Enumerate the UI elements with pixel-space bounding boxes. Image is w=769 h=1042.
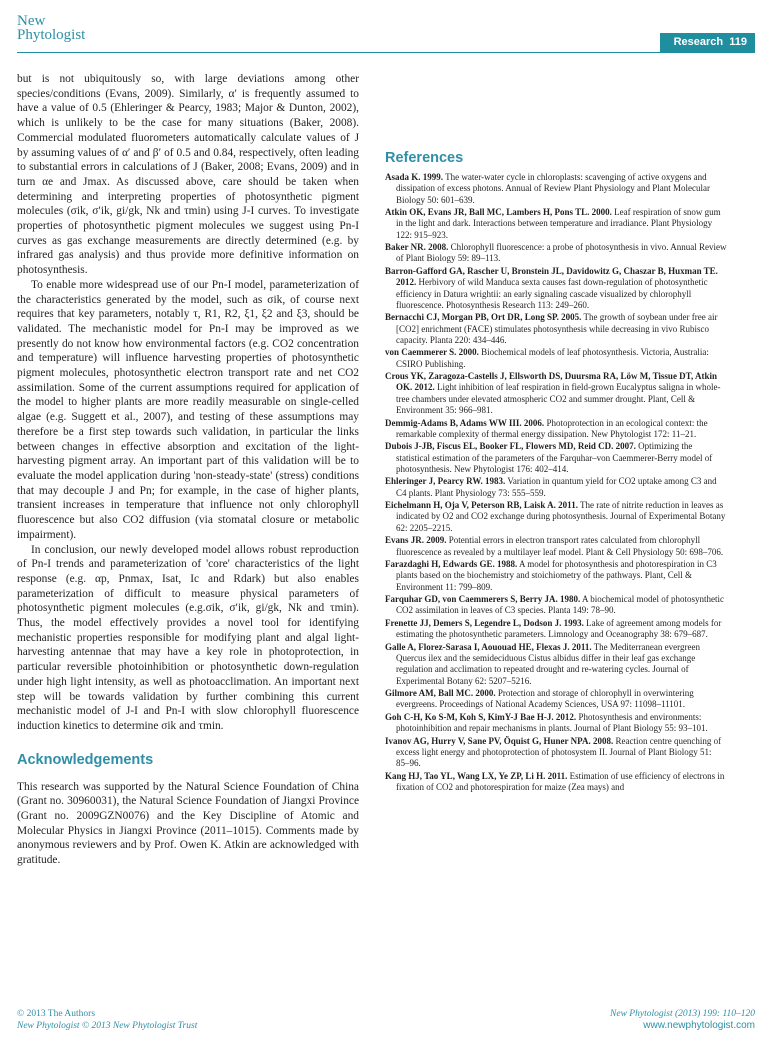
reference-authors: Eichelmann H, Oja V, Peterson RB, Laisk A. 2011.	[385, 500, 578, 511]
section-name: Research	[673, 36, 724, 48]
reference-item	[385, 618, 727, 641]
citation-text: New Phytologist (2013) 199: 110–120	[610, 1009, 755, 1019]
section-label-bar	[660, 33, 755, 52]
right-column	[385, 72, 727, 794]
reference-authors: Galle A, Florez-Sarasa I, Aououad HE, Flexas J. 2011.	[385, 641, 592, 652]
reference-item	[385, 642, 727, 687]
reference-item	[385, 312, 727, 346]
reference-authors: Baker NR. 2008.	[385, 242, 449, 253]
reference-item	[385, 347, 727, 370]
reference-text: The growth of soybean under free air [CO2] enrichment (FACE) stimulates photosynthesis while decreasing in vivo Rubisco capacity. Planta 220: 434–446.	[396, 312, 718, 345]
reference-authors: Barron-Gafford GA, Rascher U, Bronstein JL, Davidowitz G, Chaszar B, Huxman TE. 2012.	[385, 265, 718, 288]
reference-item	[385, 559, 727, 593]
reference-text: Photosynthesis and environments: photoinhibition and repair mechanisms in plants. Journal of Plant Biology 55: 93–101.	[396, 711, 708, 734]
reference-text: The water-water cycle in chloroplasts: scavenging of active oxygens and dissipation of excess photons. Annual of Review Plant Physiology and Plant Molecular Biology 50: 601–639.	[396, 172, 710, 205]
reference-text: The rate of nitrite reduction in leaves as indicated by O2 and CO2 exchange during photosynthesis. Journal of Experimental Botany 62: 2205–2215.	[396, 500, 726, 533]
reference-text: Variation in quantum yield for CO2 uptake among C3 and C4 plants. Plant Physiology 73: 555–559.	[396, 476, 717, 498]
reference-item	[385, 207, 727, 241]
reference-authors: Demmig-Adams B, Adams WW III. 2006.	[385, 417, 545, 428]
left-column	[17, 72, 359, 868]
reference-authors: Crous YK, Zaragoza-Castells J, Ellsworth DS, Duursma RA, Löw M, Tissue DT, Atkin OK. 2012.	[385, 371, 718, 393]
acknowledgements-text: This research was supported by the Natural Science Foundation of China (Grant no. 30960031), the Natural Science Foundation of Jiangxi Province (Grant no. 2009GZN0076) and the Key Discipline of Atomic and Molecular Physics in Jiangxi Province (2011–1015). Comments made by anonymous reviewers and by Prof. Owen K. Atkin are acknowledged with gratitude.	[17, 780, 359, 867]
reference-authors: Dubois J-JB, Fiscus EL, Booker FL, Flowers MD, Reid CD. 2007.	[385, 441, 636, 452]
reference-text: Photoprotection in an ecological context: the remarkable complexity of thermal energy dissipation. New Phytologist 172: 11–21.	[396, 417, 708, 439]
reference-item	[385, 441, 727, 475]
reference-item	[385, 500, 727, 534]
reference-item	[385, 242, 727, 265]
copyright-trust: New Phytologist © 2013 New Phytologist Trust	[17, 1021, 198, 1031]
reference-text: Chlorophyll fluorescence: a probe of photosynthesis in vivo. Annual Review of Plant Biology 59: 89–113.	[396, 242, 727, 264]
references-heading: References	[385, 150, 464, 166]
copyright-authors: © 2013 The Authors	[17, 1009, 96, 1019]
reference-item	[385, 371, 727, 416]
reference-text: Potential errors in electron transport rates calculated from chlorophyll fluorescence as revealed by a multilayer leaf model. Plant & Cell Physiology 50: 698–706.	[396, 535, 724, 557]
footer-copyright	[17, 1008, 197, 1032]
journal-logo	[17, 14, 85, 42]
header-divider	[17, 52, 755, 53]
reference-item	[385, 418, 727, 441]
reference-authors: Ehleringer J, Pearcy RW. 1983.	[385, 476, 506, 487]
reference-item	[385, 266, 727, 311]
reference-authors: Kang HJ, Tao YL, Wang LX, Ye ZP, Li H. 2011.	[385, 770, 568, 781]
reference-text: Herbivory of wild Manduca sexta causes fast down-regulation of photosynthetic efficiency in Datura wrightii: an early signaling cascade visualized by chlorophyll fluorescence. Photosynthesis Research 113: 249–260.	[396, 277, 708, 310]
reference-item	[385, 712, 727, 735]
body-paragraph-2: To enable more widespread use of our Pn-I model, parameterization of the characteristics generated by the model, such as σik, of course next requires that key parameters, notably τ, R1, R2, ξ1, ξ2 and ξ3, should be validated. The mechanistic model for Pn-I may be improved as we presently do not know how environmental factors (e.g. CO2 concentration and temperature) will influence harvesting properties of photosynthetic pigment molecules, photosynthetic electron transport rate and net CO2 assimilation. Some of the current assumptions required for application of the model to higher plants are more readily measurable on single-celled algae (e.g. Suggett et al., 2007), and testing of these assumptions may therefore be a first step towards such validation, in particular the links between changes in effective absorption and excitation of the light-harvesting pigment array. An important part of this validation will be to evaluate the model application during 'non-steady-state' (stress) conditions that may decouple J and Pn; for example, in the case of higher plants, transient increases in temperature that influence not only chlorophyll fluorescence but also CO2 diffusion (via stomatal closure or metabolic impairment).	[17, 278, 359, 541]
reference-authors: Farquhar GD, von Caemmerers S, Berry JA. 1980.	[385, 594, 581, 605]
reference-authors: Evans JR. 2009.	[385, 535, 447, 546]
reference-authors: Gilmore AM, Ball MC. 2000.	[385, 688, 496, 699]
reference-list	[385, 172, 727, 793]
reference-text: Light inhibition of leaf respiration in field-grown Eucalyptus saligna in whole-tree chambers under elevated atmospheric CO2 and summer drought. Plant, Cell & Environment 35: 966–981.	[396, 382, 721, 416]
reference-authors: Bernacchi CJ, Morgan PB, Ort DR, Long SP. 2005.	[385, 312, 582, 323]
reference-authors: von Caemmerer S. 2000.	[385, 347, 479, 358]
reference-authors: Farazdaghi H, Edwards GE. 1988.	[385, 559, 518, 570]
journal-name-line1: New	[17, 13, 46, 29]
journal-name-line2: Phytologist	[17, 27, 86, 43]
body-paragraph-1: but is not ubiquitously so, with large deviations among other species/conditions (Evans, 2009). Similarly, α′ is frequently assumed to have a value of 0.5 (Ehleringer & Pearcy, 1983; Major & Dunton, 2002), which is unlikely to be the case for many situations (Baker, 2008). Commercial modulated fluorometers automatically calculate values of J by assuming values of α′ and β′ of 0.5 and 0.84, respectively, often leading to substantial errors in calculations of J (Baker, 2008; Evans, 2009) and in turn αe and Jmax. As discussed above, care should be taken when determining and interpreting properties of photosynthetic pigment molecules (σik, σ′ik, gi/gk, Nk and τmin) using J-I curves. To investigate properties of photosynthetic pigment molecules we suggest using Pn-I curves as gas exchange measurements are directly determined (e.g. by infrared gas analysis) and thus provide more definitive information on photosynthesis.	[17, 73, 359, 277]
journal-url-link[interactable]: www.newphytologist.com	[643, 1020, 755, 1031]
reference-text: A biochemical model of photosynthetic CO2 assimilation in leaves of C3 species. Planta 149: 78–90.	[396, 594, 724, 616]
reference-item	[385, 771, 727, 794]
reference-item	[385, 688, 727, 711]
reference-text: Biochemical models of leaf photosynthesis. Victoria, Australia: CSIRO Publishing.	[396, 347, 709, 369]
reference-item	[385, 172, 727, 206]
reference-text: A model for photosynthesis and photorespiration in C3 plants based on the biochemistry and stoichiometry of the pathways. Plant, Cell & Environment 11: 799–809.	[396, 559, 717, 592]
reference-authors: Goh C-H, Ko S-M, Koh S, KimY-J Bae H-J. 2012.	[385, 711, 577, 722]
reference-text: The Mediterranean evergreen Quercus ilex and the semideciduous Cistus albidus differ in their leaf gas exchange regulation and acclimation to repeated drought and re-watering cycles. Journal of Experimental Botany 62: 5207–5216.	[396, 641, 700, 686]
page-number: 119	[729, 36, 747, 48]
reference-item	[385, 736, 727, 770]
reference-authors: Atkin OK, Evans JR, Ball MC, Lambers H, Pons TL. 2000.	[385, 207, 612, 218]
reference-item	[385, 594, 727, 617]
footer-citation	[610, 1008, 755, 1032]
reference-authors: Asada K. 1999.	[385, 172, 444, 182]
reference-item	[385, 535, 727, 558]
reference-text: Leaf respiration of snow gum in the light and dark. Interactions between temperature and irradiance. Plant Physiology 122: 915–923.	[396, 207, 721, 240]
reference-text: Reaction centre quenching of excess light energy and photoprotection of photosystem II. Journal of Plant Biology 51: 85–96.	[396, 735, 722, 769]
reference-item	[385, 476, 727, 499]
reference-text: Optimizing the statistical estimation of the parameters of the Farquhar–von Caemmerer-Berry model of photosynthesis. New Phytologist 176: 402–414.	[396, 441, 713, 474]
reference-authors: Frenette JJ, Demers S, Legendre L, Dodson J. 1993.	[385, 617, 584, 628]
acknowledgements-heading: Acknowledgements	[17, 751, 154, 768]
reference-text: Protection and storage of chlorophyll in overwintering evergreens. Proceedings of National Academy Sciences, USA 97: 11098–11101.	[396, 688, 694, 710]
reference-text: Lake of agreement among models for estimating the photosynthetic parameters. Limnology and Oceanography 38: 679–687.	[396, 617, 722, 640]
reference-authors: Ivanov AG, Hurry V, Sane PV, Öquist G, Huner NPA. 2008.	[385, 735, 614, 746]
body-paragraph-3: In conclusion, our newly developed model allows robust reproduction of Pn-I trends and parameterization of 'core' characteristics of the light response (e.g. αp, Pnmax, Isat, Ic and Rdark) but also enables parameterization of difficult to measure physical parameters of photosynthetic pigment molecules (e.g.σik, σ′ik, gi/gk, Nk and τmin). Thus, the model effectively provides a novel tool for identifying mechanistic properties responsible for modifying plant and algal light-harvesting antennae that may have a key role in photoprotection, in particular reversible photoinhibition or photosynthetic down-regulation under high light intensity, as well as photoacclimation. An important next step will be towards validation by further combining this current mechanistic model of J-I and Pn-I with slow chlorophyll fluorescence induction kinetics to determine σik and τmin.	[17, 543, 359, 732]
reference-text: Estimation of use efficiency of electrons in fixation of CO2 and photorespiration for maize (Zea mays) and	[396, 770, 725, 792]
